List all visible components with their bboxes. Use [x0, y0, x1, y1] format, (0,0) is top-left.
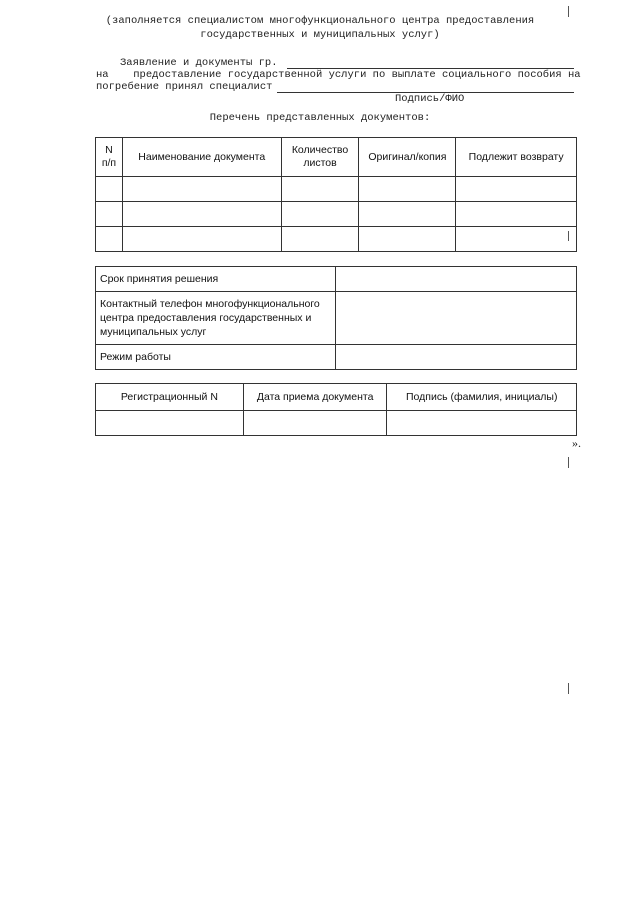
table-cell[interactable]: [456, 177, 577, 202]
table-row: [96, 177, 577, 202]
scan-mark: [568, 6, 569, 17]
col-original-copy-header: Оригинал/копия: [359, 138, 456, 177]
acceptance-line-1-text: Заявление и документы гр.: [120, 57, 278, 69]
table-row: [96, 202, 577, 227]
closing-quote: ».: [572, 436, 581, 450]
contact-phone-label: Контактный телефон многофункционального центра предоставления государственных и муниципальных услуг: [96, 292, 336, 345]
table-cell[interactable]: [122, 202, 281, 227]
acceptance-line-3: [96, 80, 272, 94]
table-cell[interactable]: [359, 227, 456, 252]
table-cell[interactable]: [359, 202, 456, 227]
col-registration-number-header: Регистрационный N: [96, 384, 244, 411]
working-hours-value[interactable]: [336, 345, 577, 370]
table-cell[interactable]: [122, 177, 281, 202]
working-hours-label: Режим работы: [96, 345, 336, 370]
registration-table: [95, 383, 577, 436]
table-cell[interactable]: [281, 227, 359, 252]
table-cell[interactable]: [96, 227, 123, 252]
service-info-table: [95, 266, 577, 370]
scan-mark: [568, 457, 569, 468]
header-note: [80, 14, 560, 42]
acceptance-line-2-prefix: на: [96, 69, 109, 81]
table-cell[interactable]: [243, 411, 387, 436]
table-row: [96, 411, 577, 436]
scan-mark: [568, 683, 569, 694]
decision-term-label: Срок принятия решения: [96, 267, 336, 292]
col-number-header: N п/п: [96, 138, 123, 177]
col-return-header: Подлежит возврату: [456, 138, 577, 177]
col-signature-header: Подпись (фамилия, инициалы): [387, 384, 577, 411]
docs-list-title: Перечень представленных документов:: [209, 112, 431, 124]
table-row: [96, 227, 577, 252]
registration-table-header: [96, 384, 577, 411]
table-cell[interactable]: [96, 177, 123, 202]
col-sheet-count-header: Количество листов: [281, 138, 359, 177]
info-row-decision-term: [96, 267, 577, 292]
table-cell[interactable]: [456, 227, 577, 252]
col-receipt-date-header: Дата приема документа: [243, 384, 387, 411]
documents-table: [95, 137, 577, 252]
decision-term-value[interactable]: [336, 267, 577, 292]
table-cell[interactable]: [96, 202, 123, 227]
header-note-line-2: государственных и муниципальных услуг): [200, 29, 440, 41]
documents-table-header: [96, 138, 577, 177]
table-cell[interactable]: [387, 411, 577, 436]
acceptance-line-2-text: предоставление государственной услуги по выплате социального пособия на: [133, 69, 581, 81]
table-cell[interactable]: [281, 202, 359, 227]
table-cell[interactable]: [96, 411, 244, 436]
specialist-signature-field[interactable]: [277, 80, 574, 93]
table-cell[interactable]: [281, 177, 359, 202]
info-row-working-hours: [96, 345, 577, 370]
contact-phone-value[interactable]: [336, 292, 577, 345]
table-cell[interactable]: [456, 202, 577, 227]
table-cell[interactable]: [359, 177, 456, 202]
header-note-line-1: (заполняется специалистом многофункционального центра предоставления: [105, 15, 535, 27]
signature-caption: Подпись/ФИО: [395, 93, 465, 105]
table-cell[interactable]: [122, 227, 281, 252]
scan-mark: [568, 231, 569, 241]
acceptance-line-3-text: погребение принял специалист: [96, 81, 273, 93]
info-row-contact-phone: [96, 292, 577, 345]
col-document-name-header: Наименование документа: [122, 138, 281, 177]
